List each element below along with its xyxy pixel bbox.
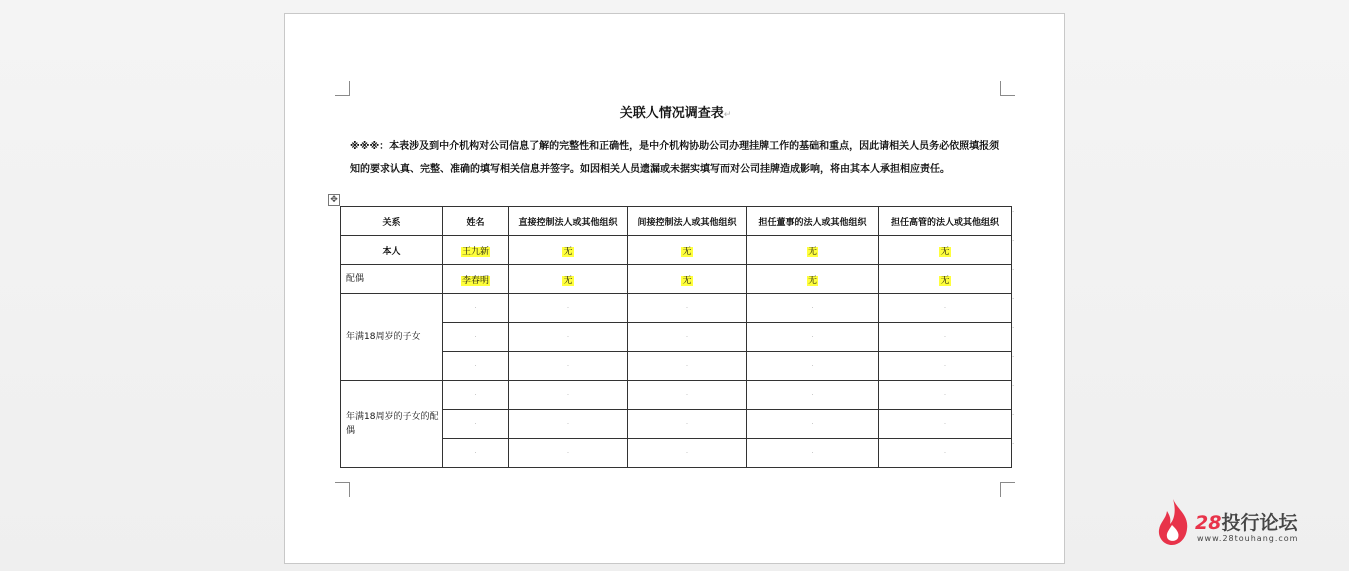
site-watermark: [1155, 497, 1335, 547]
cell-mark: ·: [943, 449, 947, 457]
empty-cell[interactable]: [628, 381, 747, 410]
empty-cell[interactable]: [443, 294, 509, 323]
table-row: [341, 381, 1012, 410]
header-director: 担任董事的法人或其他组织: [747, 207, 879, 236]
empty-cell[interactable]: [747, 439, 879, 468]
crop-mark-top-right: [1000, 81, 1015, 96]
name-value: 李春明: [461, 275, 489, 286]
paragraph-mark: ↵: [723, 110, 732, 120]
direct-control-cell[interactable]: [509, 265, 628, 294]
executive-cell[interactable]: [879, 236, 1015, 265]
empty-cell[interactable]: [879, 410, 1015, 439]
direct-control-cell[interactable]: [509, 236, 628, 265]
empty-cell[interactable]: [509, 323, 628, 352]
cell-value: 无: [682, 246, 692, 257]
document-page: [284, 13, 1065, 564]
indirect-control-cell[interactable]: [628, 236, 747, 265]
empty-cell[interactable]: [443, 323, 509, 352]
header-relation: 关系: [341, 207, 443, 236]
cell-mark: ·: [566, 391, 570, 399]
relation-cell[interactable]: 本人: [341, 236, 443, 265]
name-cell[interactable]: [443, 236, 509, 265]
cell-mark: ·: [685, 391, 689, 399]
cell-mark: ·: [566, 362, 570, 370]
row-end-mark: ·: [1012, 411, 1015, 419]
empty-cell[interactable]: [628, 323, 747, 352]
empty-cell[interactable]: [747, 381, 879, 410]
table-row: [341, 265, 1012, 294]
cell-value: 无: [563, 275, 573, 286]
row-end-mark: ·: [1012, 324, 1015, 332]
cell-value: 无: [940, 275, 950, 286]
brand-text: 投行论坛: [1221, 512, 1298, 534]
empty-cell[interactable]: [509, 439, 628, 468]
brand-url: www.28touhang.com: [1197, 534, 1299, 543]
empty-cell[interactable]: [443, 410, 509, 439]
cell-mark: ·: [474, 391, 477, 399]
cell-mark: ·: [685, 333, 689, 341]
empty-cell[interactable]: [628, 294, 747, 323]
empty-cell[interactable]: [443, 381, 509, 410]
cell-mark: ·: [685, 304, 689, 312]
empty-cell[interactable]: [747, 352, 879, 381]
row-end-mark: ·: [1012, 353, 1015, 361]
row-end-mark: ·: [1012, 237, 1015, 245]
cell-mark: ·: [685, 420, 689, 428]
cell-value: 无: [682, 275, 692, 286]
cell-value: 无: [807, 246, 817, 257]
cell-mark: ·: [474, 449, 477, 457]
row-end-mark: ·: [1012, 208, 1015, 216]
cell-mark: ·: [566, 304, 570, 312]
empty-cell[interactable]: [747, 294, 879, 323]
row-end-mark: ·: [1012, 295, 1015, 303]
empty-cell[interactable]: [747, 323, 879, 352]
cell-mark: ·: [811, 304, 814, 312]
flame-logo-icon: [1155, 497, 1191, 547]
cell-mark: ·: [943, 333, 947, 341]
name-value: 王九新: [461, 246, 489, 257]
header-direct-control: 直接控制法人或其他组织: [509, 207, 628, 236]
empty-cell[interactable]: [443, 439, 509, 468]
row-end-mark: ·: [1012, 266, 1015, 274]
name-cell[interactable]: [443, 265, 509, 294]
cell-mark: ·: [685, 362, 689, 370]
crop-mark-bottom-right: [1000, 482, 1015, 497]
cell-mark: ·: [811, 333, 814, 341]
cell-value: 无: [940, 246, 950, 257]
empty-cell[interactable]: [879, 439, 1015, 468]
director-cell[interactable]: [747, 236, 879, 265]
table-row: [341, 294, 1012, 323]
cell-mark: ·: [474, 304, 477, 312]
cell-mark: ·: [474, 420, 477, 428]
header-indirect-control: 间接控制法人或其他组织: [628, 207, 747, 236]
document-title: [285, 102, 1066, 121]
header-executive: 担任高管的法人或其他组织: [879, 207, 1012, 236]
cell-value: 无: [807, 275, 817, 286]
document-title-text: 关联人情况调查表: [619, 106, 724, 121]
cell-mark: ·: [811, 449, 814, 457]
relation-cell-children-spouses[interactable]: 年满18周岁的子女的配偶: [341, 381, 443, 468]
empty-cell[interactable]: [628, 410, 747, 439]
empty-cell[interactable]: [628, 439, 747, 468]
row-end-mark: ·: [1012, 440, 1015, 448]
brand-number: 28: [1195, 512, 1222, 534]
crop-mark-bottom-left: [335, 482, 350, 497]
brand-name: [1195, 508, 1297, 535]
cell-mark: ·: [474, 333, 477, 341]
header-name: 姓名: [443, 207, 509, 236]
cell-mark: ·: [811, 362, 814, 370]
crop-mark-top-left: [335, 81, 350, 96]
cell-mark: ·: [943, 362, 947, 370]
cell-mark: ·: [566, 449, 570, 457]
relation-cell[interactable]: 配偶: [341, 265, 443, 294]
empty-cell[interactable]: [509, 294, 628, 323]
empty-cell[interactable]: [879, 323, 1015, 352]
cell-mark: ·: [811, 391, 814, 399]
cell-mark: ·: [566, 420, 570, 428]
cell-mark: ·: [943, 420, 947, 428]
cell-mark: ·: [943, 304, 947, 312]
empty-cell[interactable]: [879, 294, 1015, 323]
relation-cell-children[interactable]: 年满18周岁的子女: [341, 294, 443, 381]
cell-value: 无: [563, 246, 573, 257]
row-end-mark: ·: [1012, 382, 1015, 390]
empty-cell[interactable]: [509, 410, 628, 439]
cell-mark: ·: [811, 420, 814, 428]
empty-cell[interactable]: [879, 381, 1015, 410]
empty-cell[interactable]: [628, 352, 747, 381]
cell-mark: ·: [566, 333, 570, 341]
cell-mark: ·: [474, 362, 477, 370]
director-cell[interactable]: [747, 265, 879, 294]
empty-cell[interactable]: [747, 410, 879, 439]
indirect-control-cell[interactable]: [628, 265, 747, 294]
intro-paragraph: ※※※：本表涉及到中介机构对公司信息了解的完整性和正确性，是中介机构协助公司办理挂牌工作的基础和重点，因此请相关人员务必依照填报须知的要求认真、完整、准确的填写相关信息并签字。如因相关人员遗漏或未据实填写而对公司挂牌造成影响，将由其本人承担相应责任。: [350, 141, 1000, 175]
related-party-table: [340, 206, 1015, 468]
cell-mark: ·: [685, 449, 689, 457]
empty-cell[interactable]: [879, 352, 1015, 381]
table-row: [341, 236, 1012, 265]
executive-cell[interactable]: [879, 265, 1015, 294]
table-move-handle-icon[interactable]: ✥: [328, 194, 340, 206]
empty-cell[interactable]: [509, 352, 628, 381]
cell-mark: ·: [943, 391, 947, 399]
empty-cell[interactable]: [509, 381, 628, 410]
empty-cell[interactable]: [443, 352, 509, 381]
table-header-row: [341, 207, 1012, 236]
